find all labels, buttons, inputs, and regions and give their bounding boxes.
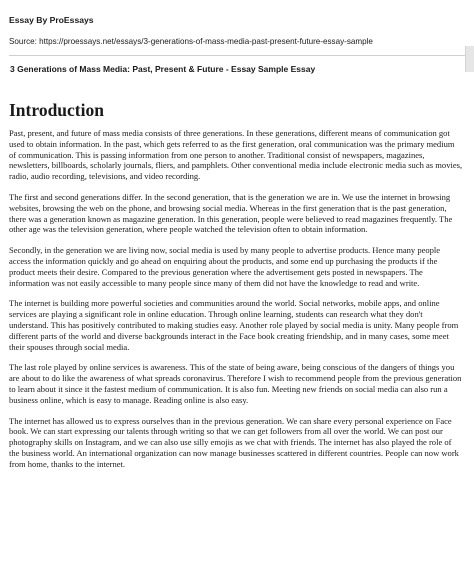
source-line: Source: https://proessays.net/essays/3-generations-of-mass-media-past-present-future-essay-sample (9, 37, 373, 46)
paragraph: The internet has allowed us to express ourselves than in the previous generation. We can share every personal experience on Face book. We can start expressing our talents through writing so that we can get followers from all over the world. We can post our photography skills on Instagram, and we can also use silly emojis as we chat with friends. The internet has also played the role of the business world. An international organization can now manage businesses scattered in different countries. People can now work from home, thanks to the internet. (9, 415, 459, 469)
scrollbar-thumb[interactable] (465, 46, 474, 72)
essay-by-label: Essay By ProEssays (9, 15, 94, 25)
section-heading-introduction: Introduction (9, 100, 104, 120)
document-title: 3 Generations of Mass Media: Past, Present & Future - Essay Sample Essay (10, 64, 316, 74)
paragraph: The internet is building more powerful societies and communities around the world. Social networks, mobile apps, and online services are playing a significant role in online education. Through online learning, students can research what they don't understand. This has positively contributed to making studies easy. Another role played by social media is unity. Many people from different parts of the world and diverse backgrounds interact in the Face book creating friendship, and in many cases, some meet their spouses through social media. (9, 298, 459, 352)
paragraph: The last role played by online services is awareness. This of the state of being aware, being conscious of the dangers of things you are about to do like the awareness of what spreads coronavirus. Therefore I wish to recommend people from the previous generation to learn about it since it the fastest medium of communication. It is also fun. Meeting new friends on social media can also run a business online, which is easy to manage. Reading online is also easy. (9, 362, 462, 405)
header-divider (9, 55, 465, 56)
document-meta (9, 15, 465, 47)
paragraph: Past, present, and future of mass media consists of three generations. In these generations, different means of communication got used to obtain information. In the past, which gets referred to as the first generation, oral communication was the primary medium of communication. This is passing information from one person to another. Traditional consist of newspapers, magazines, newsletters, billboards, scholarly journals, fliers, and pamphlets. Other conventional media include electronic media such as movies, radio, audio recording, televisions, and video recording. (9, 128, 463, 182)
paragraph: Secondly, in the generation we are living now, social media is used by many people to advertise products. Hence many people access the information quickly and go ahead on enquiring about the products, and some end up purchasing the products if the product meets their desire. Compared to the previous generation where the advertisement gets posted in newspapers. The information was not easily accessible to many people since many of them did not have the knowledge to read and write. (9, 245, 441, 288)
paragraph: The first and second generations differ. In the second generation, that is the generation we are in. We use the internet in browsing websites, browsing the web on the phone, and browsing social media. Whereas in the first generation that is the past generation, there was a generation known as magazine generation. In this generation, people were believed to read magazines frequently. The other age was the television generation, where people watched the television often to obtain information. (9, 191, 453, 235)
